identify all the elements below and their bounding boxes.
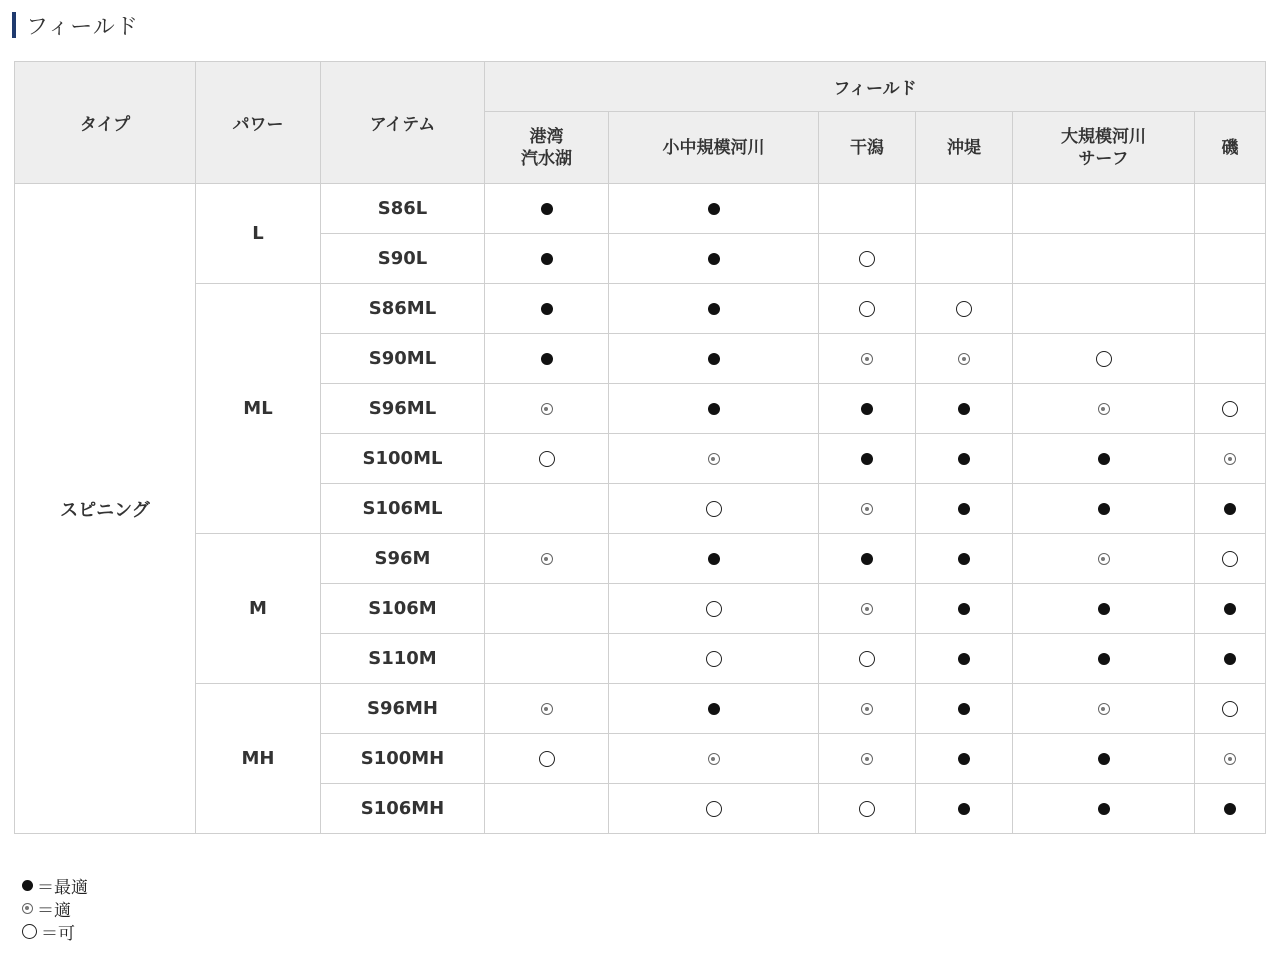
header-field-line1: 大規模河川 xyxy=(1061,126,1146,147)
double-circle-icon xyxy=(861,603,873,615)
filled-circle-icon xyxy=(1098,503,1110,515)
mark-cell xyxy=(916,434,1013,484)
filled-circle-icon xyxy=(1098,753,1110,765)
section-title-text: フィールド xyxy=(26,14,139,40)
item-cell: S100MH xyxy=(321,734,485,784)
double-circle-icon xyxy=(1098,553,1110,565)
filled-circle-icon xyxy=(541,203,553,215)
mark-cell xyxy=(609,384,819,434)
mark-cell xyxy=(609,284,819,334)
field-suitability-table xyxy=(14,61,1266,834)
mark-cell xyxy=(1013,334,1195,384)
filled-circle-icon xyxy=(958,703,970,715)
open-circle-icon xyxy=(859,651,875,667)
double-circle-icon xyxy=(541,553,553,565)
header-field-line1: 沖堤 xyxy=(947,137,981,158)
item-cell: S90ML xyxy=(321,334,485,384)
filled-circle-icon xyxy=(708,403,720,415)
mark-cell xyxy=(819,734,916,784)
legend-text: ＝最適 xyxy=(37,878,88,898)
mark-cell xyxy=(916,534,1013,584)
open-circle-icon xyxy=(1222,551,1238,567)
mark-cell xyxy=(819,634,916,684)
mark-cell xyxy=(819,684,916,734)
mark-cell xyxy=(1013,434,1195,484)
header-field-4 xyxy=(1013,112,1195,184)
double-circle-icon xyxy=(861,703,873,715)
mark-cell xyxy=(916,284,1013,334)
double-circle-icon xyxy=(958,353,970,365)
filled-circle-icon xyxy=(958,603,970,615)
mark-cell xyxy=(485,334,609,384)
mark-cell xyxy=(819,534,916,584)
double-circle-icon xyxy=(861,753,873,765)
filled-circle-icon xyxy=(958,753,970,765)
filled-circle-icon xyxy=(1224,653,1236,665)
double-circle-icon xyxy=(861,353,873,365)
header-item: アイテム xyxy=(321,62,485,184)
section-title xyxy=(12,8,139,42)
mark-cell xyxy=(1013,784,1195,834)
filled-circle-icon xyxy=(708,353,720,365)
mark-cell xyxy=(1195,384,1266,434)
mark-cell xyxy=(916,184,1013,234)
mark-cell xyxy=(1013,484,1195,534)
mark-cell xyxy=(916,384,1013,434)
double-circle-icon xyxy=(541,403,553,415)
mark-cell xyxy=(1013,284,1195,334)
double-circle-icon xyxy=(1224,453,1236,465)
filled-circle-icon xyxy=(708,553,720,565)
open-circle-icon xyxy=(539,751,555,767)
filled-circle-icon xyxy=(541,303,553,315)
legend xyxy=(22,874,88,943)
legend-item xyxy=(22,897,88,920)
open-circle-icon xyxy=(1096,351,1112,367)
double-circle-icon xyxy=(22,903,33,914)
legend-item xyxy=(22,874,88,897)
mark-cell xyxy=(819,784,916,834)
mark-cell xyxy=(1013,534,1195,584)
mark-cell xyxy=(1013,584,1195,634)
mark-cell xyxy=(1013,234,1195,284)
open-circle-icon xyxy=(706,801,722,817)
mark-cell xyxy=(819,484,916,534)
power-cell: M xyxy=(196,534,321,684)
table-row xyxy=(15,534,1266,584)
mark-cell xyxy=(1195,434,1266,484)
filled-circle-icon xyxy=(958,403,970,415)
filled-circle-icon xyxy=(861,453,873,465)
mark-cell xyxy=(916,484,1013,534)
filled-circle-icon xyxy=(958,653,970,665)
mark-cell xyxy=(916,634,1013,684)
mark-cell xyxy=(819,434,916,484)
mark-cell xyxy=(485,184,609,234)
double-circle-icon xyxy=(861,503,873,515)
open-circle-icon xyxy=(22,924,37,939)
power-cell: L xyxy=(196,184,321,284)
mark-cell xyxy=(485,284,609,334)
item-cell: S96M xyxy=(321,534,485,584)
table-row xyxy=(15,684,1266,734)
open-circle-icon xyxy=(859,251,875,267)
item-cell: S90L xyxy=(321,234,485,284)
mark-cell xyxy=(609,784,819,834)
mark-cell xyxy=(485,584,609,634)
filled-circle-icon xyxy=(708,703,720,715)
item-cell: S106ML xyxy=(321,484,485,534)
mark-cell xyxy=(485,784,609,834)
filled-circle-icon xyxy=(708,303,720,315)
type-cell: スピニング xyxy=(15,184,196,834)
double-circle-icon xyxy=(541,703,553,715)
mark-cell xyxy=(819,334,916,384)
filled-circle-icon xyxy=(708,253,720,265)
mark-cell xyxy=(485,384,609,434)
mark-cell xyxy=(609,584,819,634)
filled-circle-icon xyxy=(958,453,970,465)
mark-cell xyxy=(1195,784,1266,834)
mark-cell xyxy=(485,534,609,584)
mark-cell xyxy=(609,334,819,384)
filled-circle-icon xyxy=(861,403,873,415)
double-circle-icon xyxy=(1098,703,1110,715)
mark-cell xyxy=(1013,384,1195,434)
filled-circle-icon xyxy=(22,880,33,891)
open-circle-icon xyxy=(539,451,555,467)
legend-text: ＝適 xyxy=(37,901,71,921)
mark-cell xyxy=(609,484,819,534)
table-body xyxy=(15,184,1266,834)
mark-cell xyxy=(916,784,1013,834)
mark-cell xyxy=(609,634,819,684)
header-field-3 xyxy=(916,112,1013,184)
mark-cell xyxy=(485,634,609,684)
mark-cell xyxy=(819,184,916,234)
filled-circle-icon xyxy=(541,253,553,265)
item-cell: S86L xyxy=(321,184,485,234)
mark-cell xyxy=(916,584,1013,634)
item-cell: S86ML xyxy=(321,284,485,334)
mark-cell xyxy=(485,734,609,784)
open-circle-icon xyxy=(706,601,722,617)
mark-cell xyxy=(1013,684,1195,734)
double-circle-icon xyxy=(1098,403,1110,415)
mark-cell xyxy=(1195,284,1266,334)
mark-cell xyxy=(1195,734,1266,784)
title-accent-bar xyxy=(12,12,16,38)
filled-circle-icon xyxy=(861,553,873,565)
filled-circle-icon xyxy=(1098,653,1110,665)
double-circle-icon xyxy=(708,753,720,765)
filled-circle-icon xyxy=(1098,603,1110,615)
filled-circle-icon xyxy=(1098,453,1110,465)
mark-cell xyxy=(1013,634,1195,684)
filled-circle-icon xyxy=(1224,603,1236,615)
open-circle-icon xyxy=(706,651,722,667)
open-circle-icon xyxy=(1222,701,1238,717)
mark-cell xyxy=(819,584,916,634)
double-circle-icon xyxy=(1224,753,1236,765)
mark-cell xyxy=(1195,634,1266,684)
header-field-line1: 小中規模河川 xyxy=(662,137,765,158)
mark-cell xyxy=(1195,684,1266,734)
filled-circle-icon xyxy=(1098,803,1110,815)
filled-circle-icon xyxy=(541,353,553,365)
open-circle-icon xyxy=(706,501,722,517)
header-field-line1: 港湾 xyxy=(529,126,564,147)
mark-cell xyxy=(609,684,819,734)
double-circle-icon xyxy=(708,453,720,465)
open-circle-icon xyxy=(859,801,875,817)
item-cell: S106M xyxy=(321,584,485,634)
mark-cell xyxy=(609,734,819,784)
legend-text: ＝可 xyxy=(41,924,75,944)
item-cell: S110M xyxy=(321,634,485,684)
mark-cell xyxy=(485,234,609,284)
header-power: パワー xyxy=(196,62,321,184)
header-field-0 xyxy=(485,112,609,184)
filled-circle-icon xyxy=(708,203,720,215)
mark-cell xyxy=(916,684,1013,734)
header-field-line1: 干潟 xyxy=(850,137,884,158)
mark-cell xyxy=(609,234,819,284)
mark-cell xyxy=(916,734,1013,784)
open-circle-icon xyxy=(1222,401,1238,417)
mark-cell xyxy=(1195,234,1266,284)
mark-cell xyxy=(819,284,916,334)
filled-circle-icon xyxy=(1224,803,1236,815)
header-type: タイプ xyxy=(15,62,196,184)
power-cell: MH xyxy=(196,684,321,834)
mark-cell xyxy=(609,434,819,484)
mark-cell xyxy=(1195,484,1266,534)
header-field-line1: 磯 xyxy=(1221,137,1239,158)
mark-cell xyxy=(819,234,916,284)
mark-cell xyxy=(609,184,819,234)
item-cell: S96MH xyxy=(321,684,485,734)
header-field-2 xyxy=(819,112,916,184)
item-cell: S100ML xyxy=(321,434,485,484)
mark-cell xyxy=(485,434,609,484)
item-cell: S106MH xyxy=(321,784,485,834)
filled-circle-icon xyxy=(1224,503,1236,515)
header-field-1 xyxy=(609,112,819,184)
mark-cell xyxy=(819,384,916,434)
mark-cell xyxy=(485,684,609,734)
mark-cell xyxy=(1195,534,1266,584)
open-circle-icon xyxy=(956,301,972,317)
open-circle-icon xyxy=(859,301,875,317)
header-field-line2: 汽水湖 xyxy=(521,148,572,169)
mark-cell xyxy=(609,534,819,584)
mark-cell xyxy=(916,334,1013,384)
item-cell: S96ML xyxy=(321,384,485,434)
mark-cell xyxy=(485,484,609,534)
mark-cell xyxy=(1195,584,1266,634)
mark-cell xyxy=(916,234,1013,284)
filled-circle-icon xyxy=(958,553,970,565)
table-row xyxy=(15,284,1266,334)
header-field: フィールド xyxy=(485,62,1266,112)
mark-cell xyxy=(1195,184,1266,234)
table-row xyxy=(15,184,1266,234)
filled-circle-icon xyxy=(958,803,970,815)
power-cell: ML xyxy=(196,284,321,534)
header-field-5 xyxy=(1195,112,1266,184)
mark-cell xyxy=(1013,734,1195,784)
mark-cell xyxy=(1195,334,1266,384)
header-field-line2: サーフ xyxy=(1078,148,1129,169)
filled-circle-icon xyxy=(958,503,970,515)
mark-cell xyxy=(1013,184,1195,234)
legend-item xyxy=(22,920,88,943)
